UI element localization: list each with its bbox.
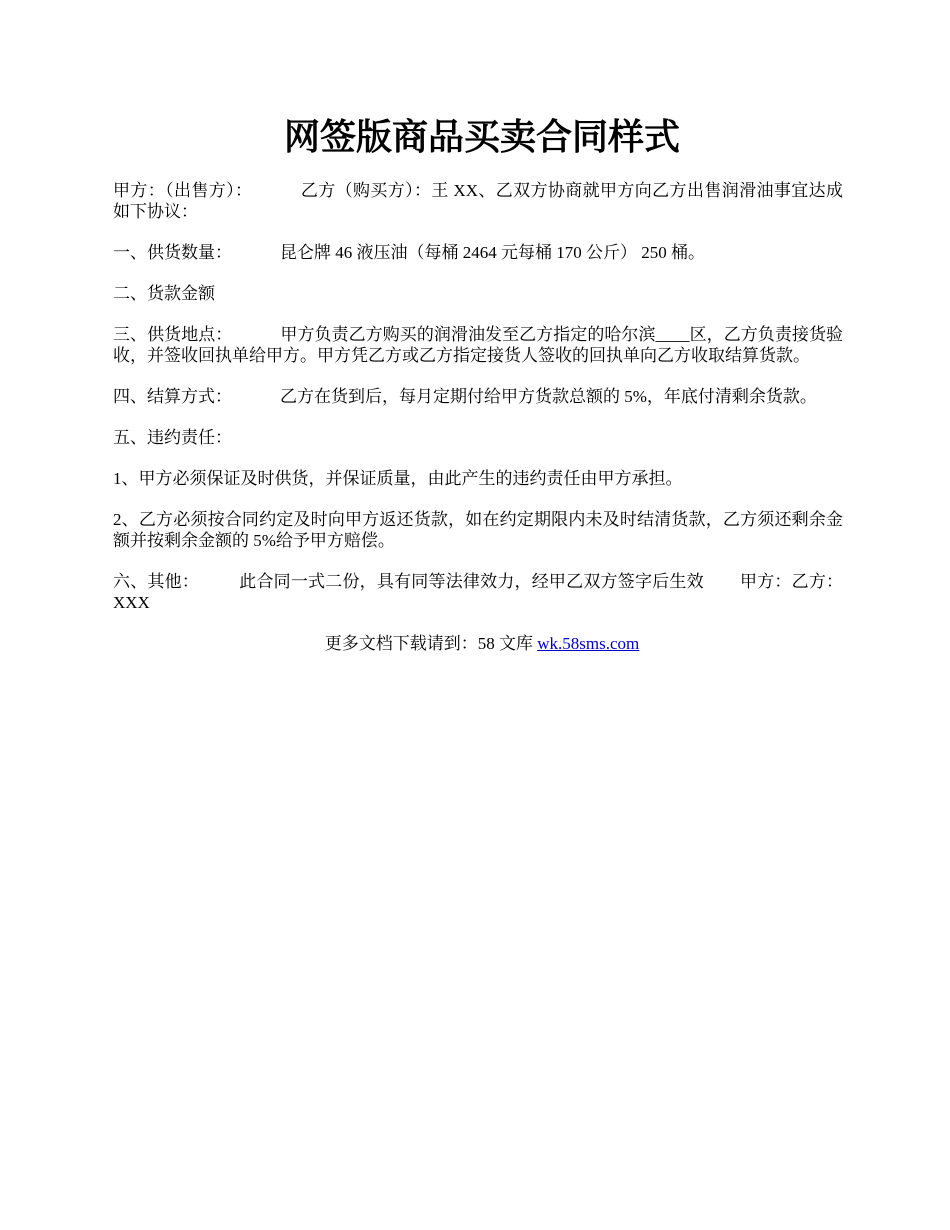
footer-prefix: 更多文档下载请到：58 文库	[324, 634, 538, 653]
signature-party-a: 甲方：	[739, 572, 792, 591]
clause-5-label: 五、违约责任：	[113, 428, 232, 447]
clause-6-label: 六、其他：	[113, 572, 200, 591]
document-page	[113, 108, 843, 671]
clause-6	[113, 571, 843, 613]
liability-2: 2、乙方必须按合同约定及时向甲方返还货款，如在约定期限内未及时结清货款，乙方须还剩余金额并按剩余金额的 5%给予甲方赔偿。	[113, 510, 843, 550]
party-a-label: 甲方：（出售方）：	[113, 181, 253, 200]
clause-1	[113, 242, 843, 263]
clause-3-label: 三、供货地点：	[113, 325, 233, 344]
clause-3	[113, 324, 843, 366]
footer-link[interactable]: wk.58sms.com	[537, 634, 640, 653]
clause-6-text: 此合同一式二份，具有同等法律效力，经甲乙双方签字后生效	[239, 572, 704, 591]
clause-4-text: 乙方在货到后，每月定期付给甲方货款总额的 5%，年底付清剩余货款。	[280, 387, 817, 406]
party-b-text: 乙方（购买方）：王 XX、乙双方协商就甲方向乙方出售润滑油事宜达成如下协议：	[113, 181, 843, 221]
clause-3-text: 甲方负责乙方购买的润滑油发至乙方指定的哈尔滨____区，乙方负责接货验收，并签收回执单给甲方。甲方凭乙方或乙方指定接货人签收的回执单向乙方收取结算货款。	[113, 325, 843, 365]
document-title: 网签版商品买卖合同样式	[283, 117, 680, 157]
liability-1: 1、甲方必须保证及时供货，并保证质量，由此产生的违约责任由甲方承担。	[113, 469, 683, 488]
clause-2-label: 二、货款金额	[113, 284, 215, 303]
clause-2	[113, 283, 843, 304]
download-footer	[113, 633, 843, 654]
clause-1-text: 昆仑牌 46 液压油（每桶 2464 元每桶 170 公斤） 250 桶。	[280, 243, 705, 262]
intro-paragraph	[113, 180, 843, 222]
signature-party-b: 乙方：XXX	[113, 572, 844, 612]
clause-4	[113, 386, 843, 407]
clause-4-label: 四、结算方式：	[113, 387, 232, 406]
clause-5	[113, 427, 843, 448]
clause-1-label: 一、供货数量：	[113, 243, 232, 262]
